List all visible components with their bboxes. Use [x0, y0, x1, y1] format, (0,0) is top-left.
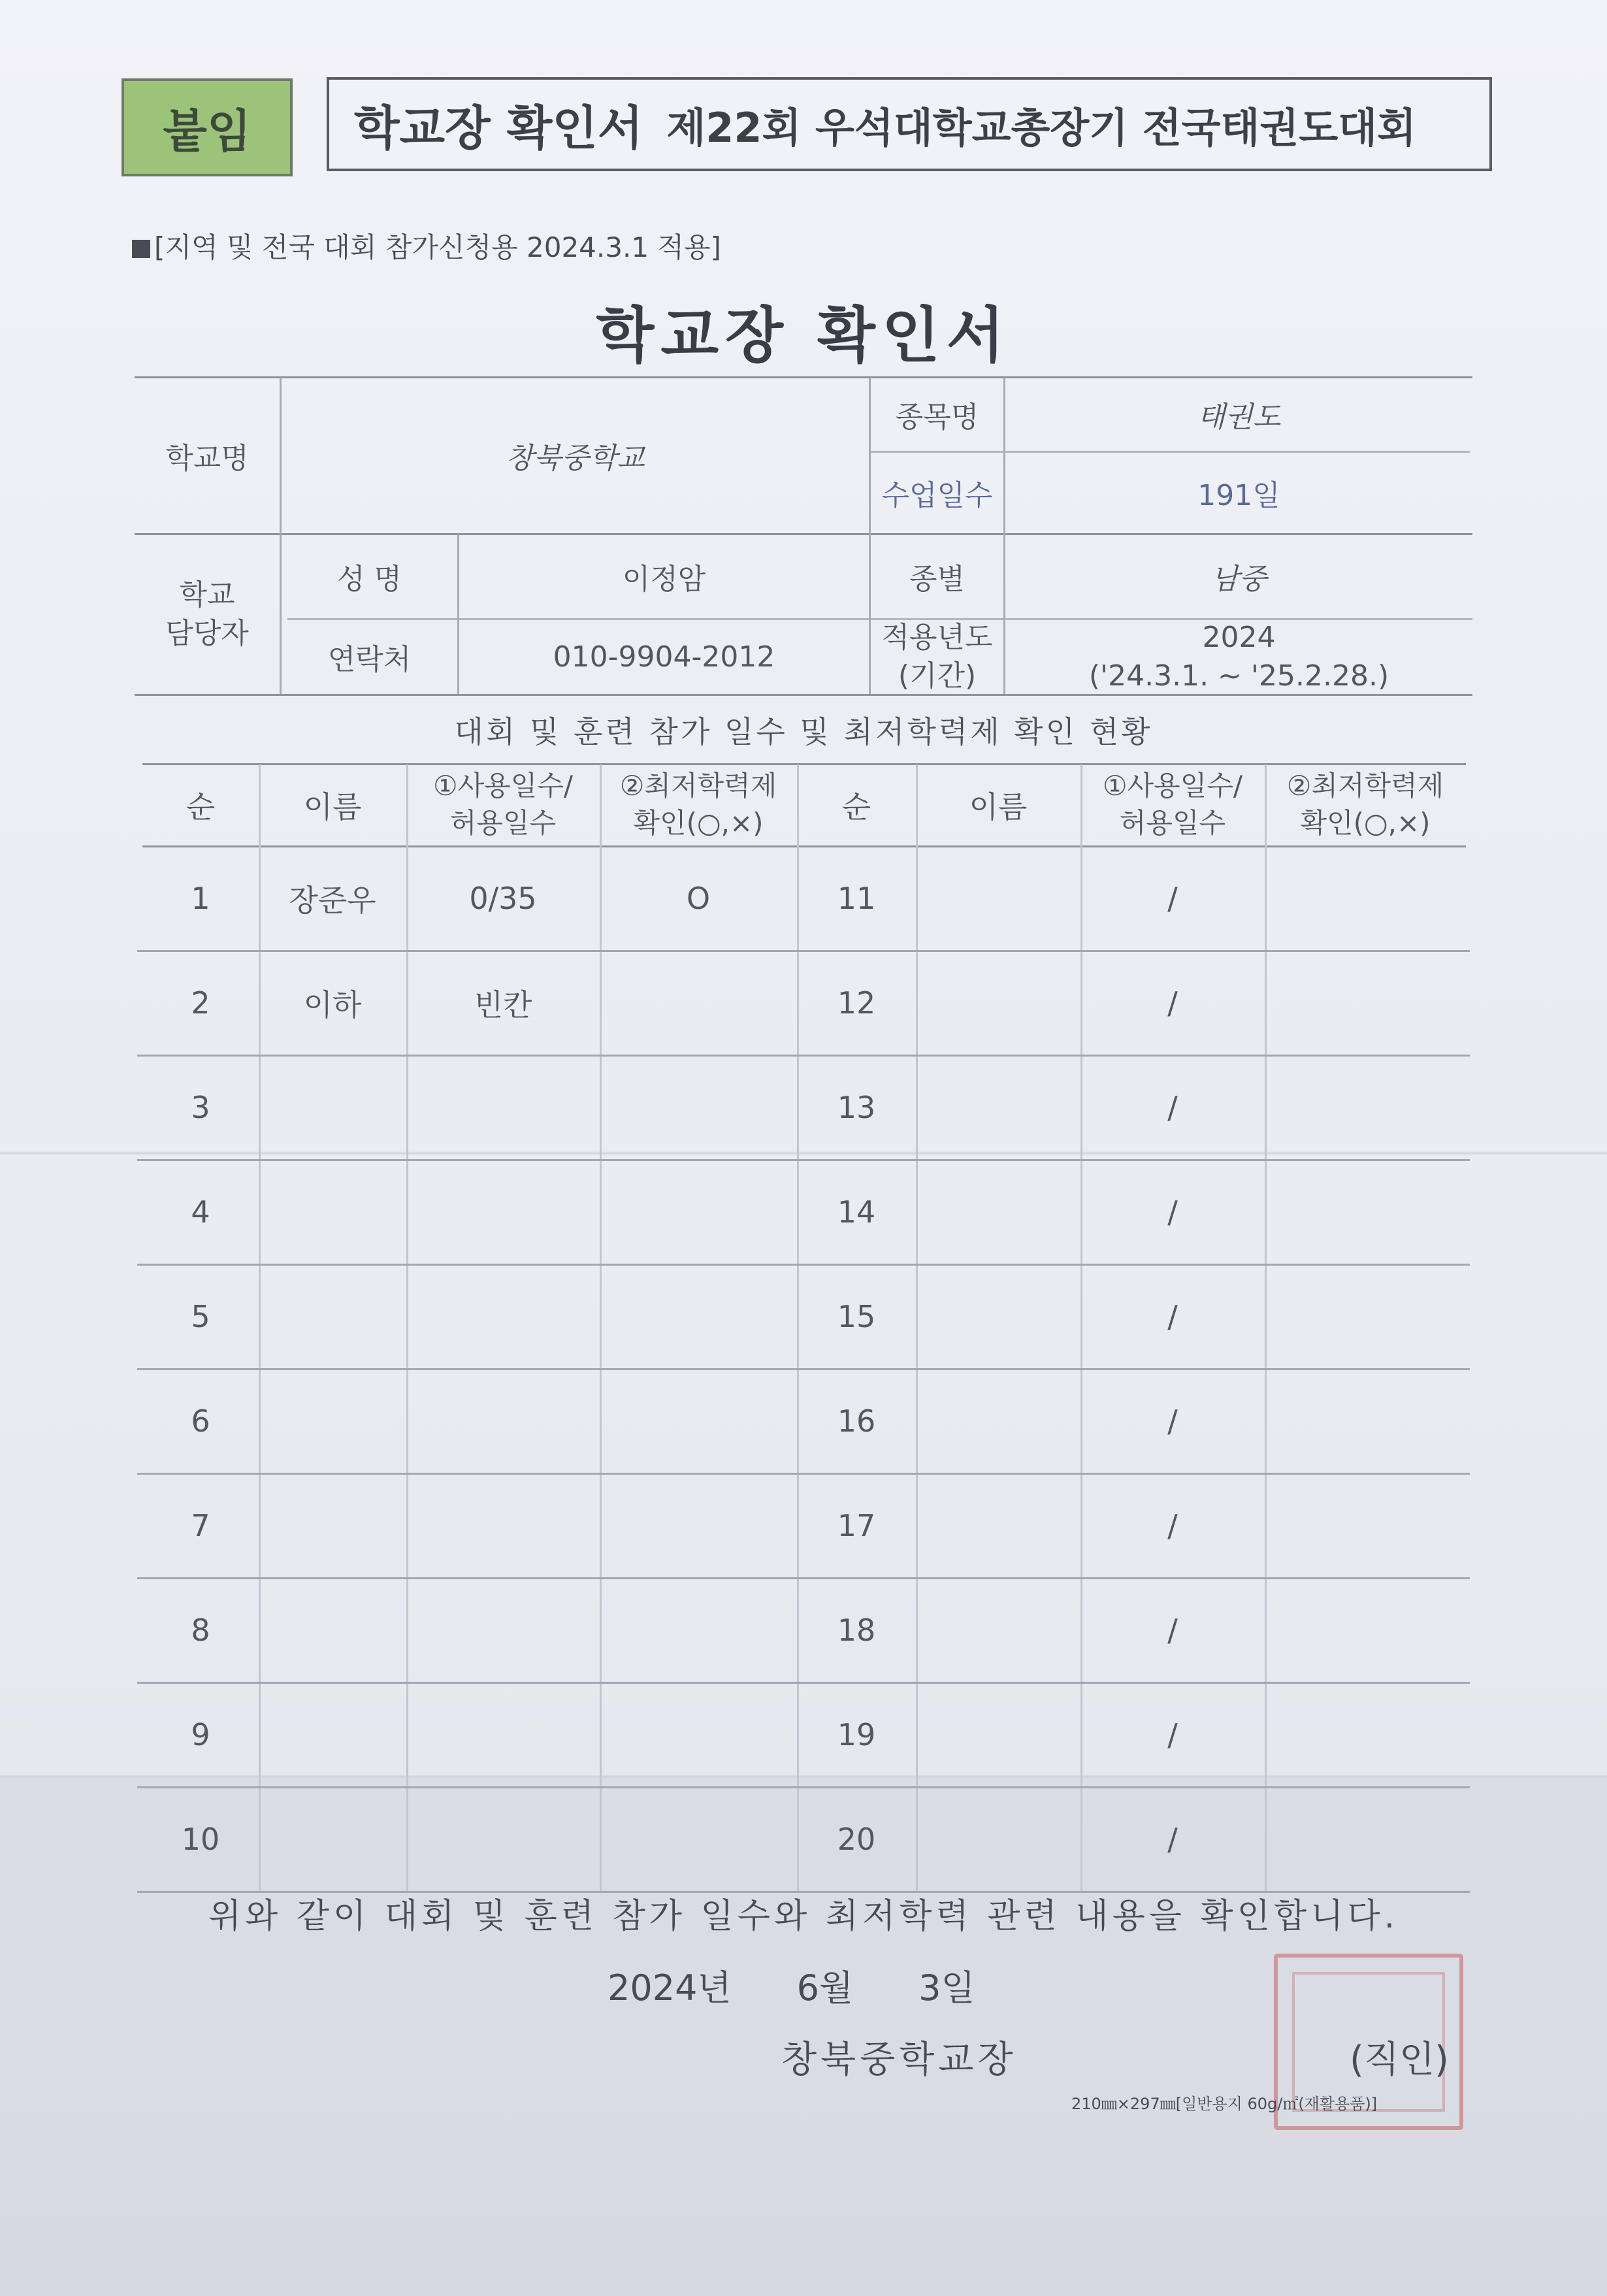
- header-days-line2: 허용일수: [1119, 807, 1226, 839]
- year-label: [871, 619, 1003, 694]
- roster-check-cell: [1265, 951, 1466, 1055]
- year-label-line2: (기간): [898, 659, 977, 693]
- roster-check-cell: [1265, 1265, 1466, 1368]
- roster-days-cell: [406, 1160, 600, 1264]
- roster-name-cell: [916, 1160, 1080, 1264]
- header-check-line2: 확인(○,×): [1300, 807, 1431, 839]
- year-value-period: ('24.3.1. ~ '25.2.28.): [1088, 659, 1389, 693]
- roster-no-cell: 17: [837, 1508, 876, 1543]
- sport-label: 종목명: [895, 401, 979, 434]
- roster-name-cell: [259, 1579, 406, 1682]
- roster-days-cell: /: [1167, 1403, 1178, 1439]
- roster-check-cell: [600, 1369, 797, 1473]
- header-check-line2: 확인(○,×): [633, 807, 764, 839]
- header-days-line1: ①사용일수/: [432, 770, 574, 802]
- header-title-box: [327, 77, 1492, 171]
- square-bullet-icon: [132, 240, 150, 258]
- name-label: 성 명: [337, 563, 402, 596]
- usage-note-text: [지역 및 전국 대회 참가신청용 2024.3.1 적용]: [154, 231, 721, 263]
- header-check: [600, 764, 797, 845]
- roster-name-cell: [916, 1788, 1080, 1891]
- roster-no-cell: 11: [837, 881, 876, 916]
- roster-days-cell: /: [1167, 985, 1178, 1021]
- roster-no-cell: 6: [191, 1403, 210, 1439]
- attachment-tag: 붙임: [122, 78, 293, 176]
- header-title-event: 제22회 우석대학교총장기 전국태권도대회: [666, 103, 1417, 152]
- header-days-line1: ①사용일수/: [1102, 770, 1243, 802]
- roster-no-cell: 20: [837, 1822, 876, 1857]
- roster-name-cell: [916, 1056, 1080, 1159]
- year-label-line1: 적용년도: [881, 620, 993, 654]
- roster-name-cell: [259, 1474, 406, 1577]
- sport-value: 태권도: [1197, 401, 1281, 434]
- roster-no-cell: 15: [837, 1299, 876, 1334]
- seal-label: (직인): [1350, 2039, 1449, 2081]
- roster-name-cell: [916, 1683, 1080, 1786]
- roster-check-cell: [600, 1265, 797, 1368]
- header-days: [406, 764, 600, 845]
- roster-days-cell: /: [1167, 1613, 1178, 1648]
- gender-value: 남중: [1210, 563, 1267, 596]
- roster-name-cell: [916, 1265, 1080, 1368]
- roster-name-cell: [259, 1369, 406, 1473]
- header-name: 이름: [303, 789, 362, 825]
- roster-days-cell: [406, 1369, 600, 1473]
- roster-days-cell: [406, 1265, 600, 1368]
- header-title-main: 학교장 확인서: [354, 101, 643, 156]
- staff-name-value: 이정암: [622, 563, 706, 596]
- roster-name-cell: [259, 1683, 406, 1786]
- roster-days-cell: /: [1167, 881, 1178, 916]
- roster-no-cell: 19: [837, 1717, 876, 1752]
- roster-check-cell: [1265, 847, 1466, 950]
- status-title: 대회 및 훈련 참가 일수 및 최저학력제 확인 현황: [454, 714, 1153, 749]
- roster-name-cell: 장준우: [289, 883, 376, 918]
- header-check-line1: ②최저학력제: [619, 770, 777, 802]
- roster-no-cell: 18: [837, 1613, 876, 1648]
- school-label: 학교명: [165, 442, 249, 475]
- roster-name-cell: [259, 1056, 406, 1159]
- roster-check-cell: [1265, 1369, 1466, 1473]
- roster-no-cell: 13: [837, 1090, 876, 1125]
- header-check-line1: ②최저학력제: [1286, 770, 1444, 802]
- roster-days-cell: [406, 1474, 600, 1577]
- roster-check-cell: [600, 1788, 797, 1891]
- roster-no-cell: 5: [191, 1299, 210, 1334]
- roster-check-cell: O: [686, 881, 711, 916]
- roster-days-cell: [406, 1579, 600, 1682]
- header-check: [1265, 764, 1466, 845]
- date-year: 2024년: [608, 1967, 732, 2009]
- header-days-line2: 허용일수: [449, 807, 557, 839]
- roster-no-cell: 4: [191, 1194, 210, 1230]
- roster-no-cell: 10: [181, 1822, 220, 1857]
- roster-check-cell: [600, 1579, 797, 1682]
- roster-no-cell: 14: [837, 1194, 876, 1230]
- roster-name-cell: [259, 1788, 406, 1891]
- roster-days-cell: /: [1167, 1299, 1178, 1334]
- header-no: 순: [186, 789, 216, 825]
- signer-name: 창북중학교장: [781, 2039, 1017, 2081]
- year-value: [1005, 619, 1472, 694]
- roster-check-cell: [600, 1056, 797, 1159]
- header-name: 이름: [969, 789, 1028, 825]
- staff-label-line2: 담당자: [165, 617, 249, 650]
- header-days: [1080, 764, 1265, 845]
- roster-no-cell: 7: [191, 1508, 210, 1543]
- date-month: 6월: [796, 1967, 854, 2009]
- roster-no-cell: 8: [191, 1613, 210, 1648]
- roster-days-cell: /: [1167, 1508, 1178, 1543]
- issue-date: [608, 1960, 975, 2010]
- roster-days-cell: /: [1167, 1194, 1178, 1230]
- roster-no-cell: 1: [191, 881, 210, 916]
- roster-no-cell: 9: [191, 1717, 210, 1752]
- roster-check-cell: [1265, 1056, 1466, 1159]
- roster-days-cell: [406, 1056, 600, 1159]
- date-day: 3일: [918, 1967, 975, 2009]
- gender-label: 종별: [909, 563, 965, 596]
- roster-days-cell: /: [1167, 1090, 1178, 1125]
- roster-no-cell: 16: [837, 1403, 876, 1439]
- paper-spec: 210㎜×297㎜[일반용지 60g/㎡(재활용품)]: [1071, 2095, 1378, 2113]
- year-value-year: 2024: [1202, 620, 1276, 654]
- contact-value: 010-9904-2012: [553, 640, 775, 674]
- school-value: 창북중학교: [506, 442, 645, 475]
- roster-no-cell: 3: [191, 1090, 210, 1125]
- roster-name-cell: [259, 1265, 406, 1368]
- roster-name-cell: [916, 1579, 1080, 1682]
- roster-days-cell: /: [1167, 1717, 1178, 1752]
- roster-name-cell: [916, 951, 1080, 1055]
- staff-label-line1: 학교: [179, 578, 235, 612]
- roster-check-cell: [600, 951, 797, 1055]
- roster-check-cell: [1265, 1788, 1466, 1891]
- roster-check-cell: [1265, 1160, 1466, 1264]
- staff-label: [135, 534, 280, 694]
- roster-days-cell: 0/35: [469, 881, 537, 916]
- roster-check-cell: [1265, 1474, 1466, 1577]
- roster-check-cell: [600, 1474, 797, 1577]
- roster-name-cell: [916, 1369, 1080, 1473]
- roster-no-cell: 2: [191, 985, 210, 1021]
- roster-check-cell: [1265, 1579, 1466, 1682]
- document-title: 학교장 확인서: [596, 301, 1011, 370]
- roster-no-cell: 12: [837, 985, 876, 1021]
- roster-days-cell: /: [1167, 1822, 1178, 1857]
- roster-name-cell: [916, 1474, 1080, 1577]
- class-days-label: 수업일수: [881, 479, 993, 512]
- usage-note: [132, 226, 721, 265]
- class-days-value: 191일: [1197, 479, 1280, 512]
- roster-days-cell: 빈칸: [474, 987, 532, 1023]
- roster-days-cell: [406, 1683, 600, 1786]
- roster-name-cell: 이하: [303, 987, 362, 1023]
- contact-label: 연락처: [327, 643, 412, 676]
- roster-check-cell: [1265, 1683, 1466, 1786]
- confirmation-text: 위와 같이 대회 및 훈련 참가 일수와 최저학력 관련 내용을 확인합니다.: [208, 1897, 1399, 1936]
- roster-check-cell: [600, 1160, 797, 1264]
- roster-name-cell: [916, 847, 1080, 950]
- header-no: 순: [841, 789, 871, 825]
- roster-name-cell: [259, 1160, 406, 1264]
- roster-check-cell: [600, 1683, 797, 1786]
- roster-days-cell: [406, 1788, 600, 1891]
